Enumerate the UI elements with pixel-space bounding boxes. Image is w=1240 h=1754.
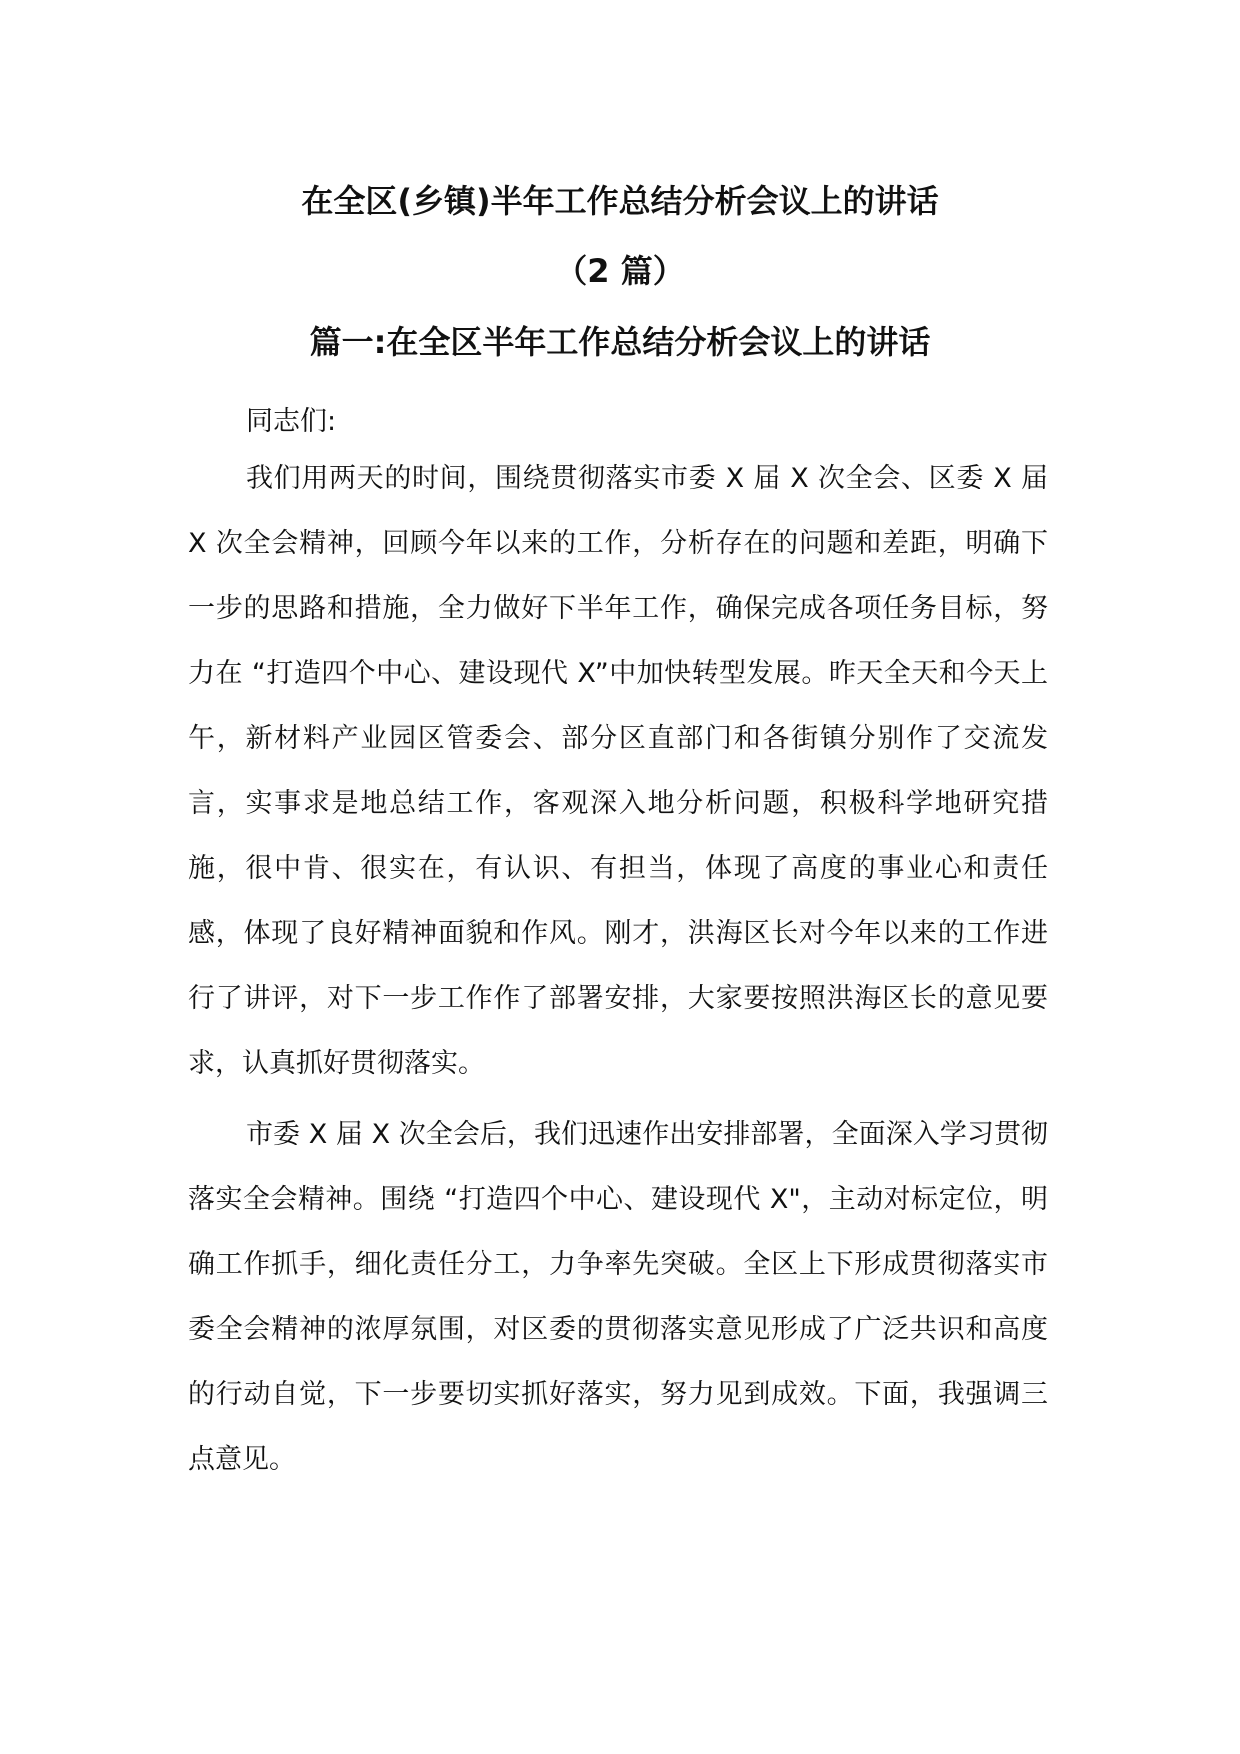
section-title: 篇一:在全区半年工作总结分析会议上的讲话 — [309, 323, 931, 361]
paragraph-2: 市委 X 届 X 次全会后，我们迅速作出安排部署，全面深入学习贯彻落实全会精神。围绕 “打造四个中心、建设现代 X"，主动对标定位，明确工作抓手，细化责任分工，力争率先突破。全区上下形成贯彻落实市委全会精神的浓厚氛围，对区委的贯彻落实意见形成了广泛共识和高度的行动自觉，下一步要切实抓好落实，努力见到成效。下面，我强调三点意见。 — [188, 1119, 1048, 1475]
document-title: 在全区(乡镇)半年工作总结分析会议上的讲话 — [301, 182, 939, 220]
salutation: 同志们: — [246, 406, 337, 437]
paragraph-1: 我们用两天的时间，围绕贯彻落实市委 X 届 X 次全会、区委 X 届 X 次全会精神，回顾今年以来的工作，分析存在的问题和差距，明确下一步的思路和措施，全力做好下半年工作，确保完成各项任务目标，努力在 “打造四个中心、建设现代 X”中加快转型发展。昨天全天和今天上午，新材料产业园区管委会、部分区直部门和各街镇分别作了交流发言，实事求是地总结工作，客观深入地分析问题，积极科学地研究措施，很中肯、很实在，有认识、有担当，体现了高度的事业心和责任感，体现了良好精神面貌和作风。刚才，洪海区长对今年以来的工作进行了讲评，对下一步工作作了部署安排，大家要按照洪海区长的意见要求，认真抓好贯彻落实。 — [188, 463, 1048, 1079]
document-title-count: （2 篇） — [555, 252, 685, 290]
